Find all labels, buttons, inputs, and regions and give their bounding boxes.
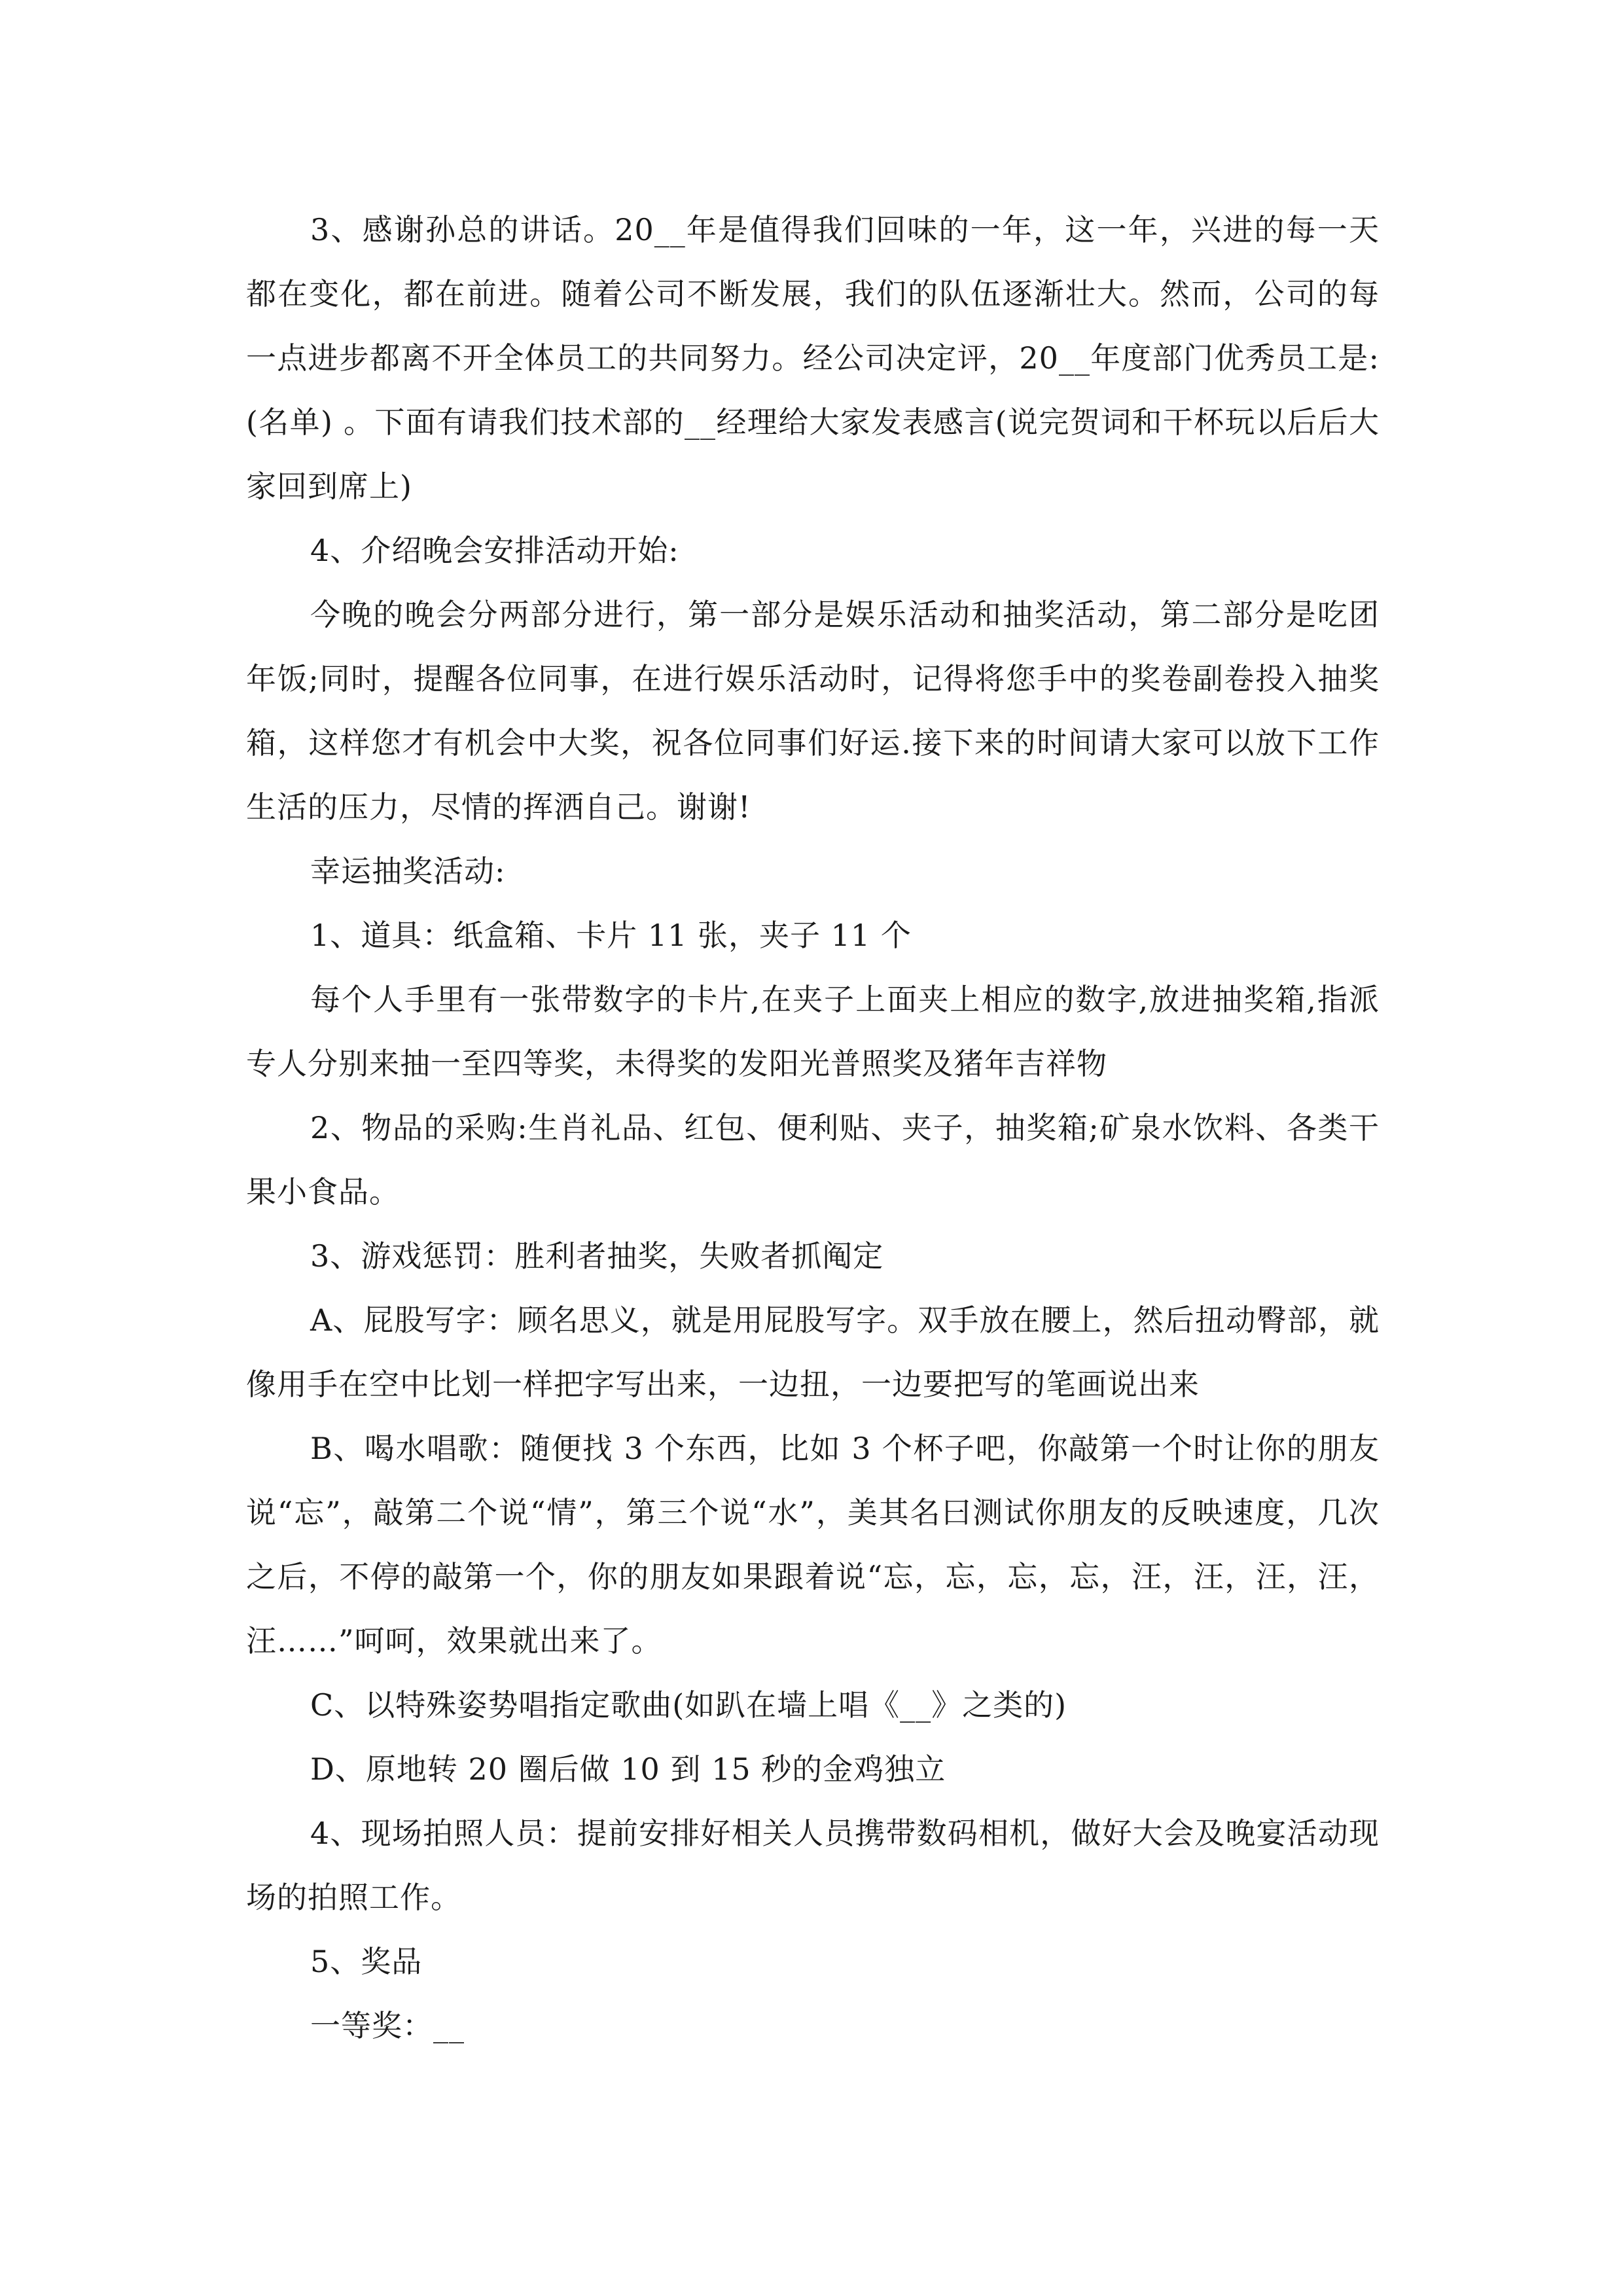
paragraph-props: 1、道具：纸盒箱、卡片 11 张，夹子 11 个 bbox=[310, 918, 912, 953]
paragraph-prizes-heading: 5、奖品 bbox=[310, 1944, 423, 1979]
paragraph-party-intro: 今晚的晚会分两部分进行，第一部分是娱乐活动和抽奖活动，第二部分是吃团年饭;同时，提醒各位同事，在进行娱乐活动时，记得将您手中的奖卷副卷投入抽奖箱，这样您才有机会中大奖，祝各位同事们好运.接下来的时间请大家可以放下工作生活的压力，尽情的挥洒自己。谢谢! bbox=[246, 597, 1380, 825]
paragraph-game-c: C、以特殊姿势唱指定歌曲(如趴在墙上唱《__》之类的) bbox=[310, 1687, 1067, 1723]
paragraph-party-intro-heading: 4、介绍晚会安排活动开始: bbox=[310, 533, 679, 568]
paragraph-thanks-speech: 3、感谢孙总的讲话。20__年是值得我们回味的一年，这一年，兴进的每一天都在变化，都在前进。随着公司不断发展，我们的队伍逐渐壮大。然而，公司的每一点进步都离不开全体员工的共同努力。经公司决定评，20__年度部门优秀员工是:(名单) 。下面有请我们技术部的__经理给大家发表感言(说完贺词和干杯玩以后后大家回到席上) bbox=[246, 212, 1380, 504]
paragraph-purchases: 2、物品的采购:生肖礼品、红包、便利贴、夹子，抽奖箱;矿泉水饮料、各类干果小食品。 bbox=[246, 1110, 1380, 1210]
paragraph-game-d: D、原地转 20 圈后做 10 到 15 秒的金鸡独立 bbox=[310, 1751, 946, 1787]
paragraph-first-prize: 一等奖：__ bbox=[310, 2008, 465, 2043]
paragraph-game-b: B、喝水唱歌：随便找 3 个东西，比如 3 个杯子吧，你敲第一个时让你的朋友说“忘”，敲第二个说“情”，第三个说“水”，美其名曰测试你朋友的反映速度，几次之后，不停的敲第一个，你的朋友如果跟着说“忘，忘，忘，忘，汪，汪，汪，汪，汪……”呵呵，效果就出来了。 bbox=[246, 1431, 1380, 1659]
paragraph-photographer: 4、现场拍照人员：提前安排好相关人员携带数码相机，做好大会及晚宴活动现场的拍照工作。 bbox=[246, 1816, 1380, 1915]
paragraph-card-rules: 每个人手里有一张带数字的卡片,在夹子上面夹上相应的数字,放进抽奖箱,指派专人分别来抽一至四等奖，未得奖的发阳光普照奖及猪年吉祥物 bbox=[246, 982, 1380, 1081]
paragraph-game-penalty: 3、游戏惩罚：胜利者抽奖，失败者抓阄定 bbox=[310, 1238, 884, 1274]
paragraph-game-a: A、屁股写字：顾名思义，就是用屁股写字。双手放在腰上，然后扭动臀部，就像用手在空中比划一样把字写出来，一边扭，一边要把写的笔画说出来 bbox=[246, 1302, 1380, 1402]
paragraph-lottery-heading: 幸运抽奖活动: bbox=[310, 853, 506, 889]
document-body bbox=[246, 198, 1380, 2058]
